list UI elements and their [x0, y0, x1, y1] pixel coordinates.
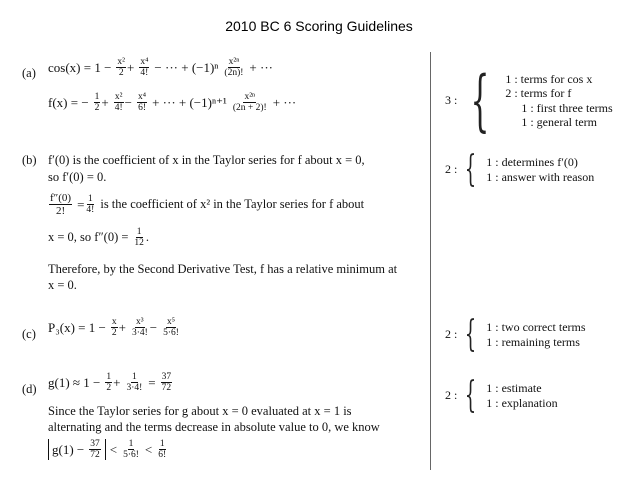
- b-frac-rhs: $\frac{1}{4!}$: [86, 194, 95, 215]
- equals-sign: =: [148, 374, 156, 390]
- minus-sign: −: [149, 319, 158, 335]
- plus-sign: +: [113, 374, 121, 390]
- score-b-item: 1 : answer with reason: [486, 169, 595, 184]
- g1-result: $\frac{37}{72}$: [161, 372, 172, 393]
- d-line-2: Since the Taylor series for g about x = 0 evaluated at x = 1 is: [48, 404, 352, 418]
- part-c-label: (c): [22, 327, 36, 341]
- b-line-2: so f′(0) = 0.: [48, 170, 107, 184]
- b-line-1: f′(0) is the coefficient of x in the Taylor series for f about x = 0,: [48, 153, 365, 167]
- abs-inner: g(1) −: [52, 441, 85, 457]
- b-second-derivative-line: [48, 192, 364, 217]
- cos-mid: − ··· + (−1)ⁿ: [154, 59, 219, 75]
- b-line-4-pre: x = 0, so f″(0) =: [48, 230, 129, 244]
- p3-term-1: $\frac{x}{2}$: [111, 317, 117, 338]
- cos-term-2: $\frac{\text{x²}}{2}$: [117, 57, 126, 78]
- plus-sign: +: [118, 319, 126, 335]
- plus-sign: +: [127, 59, 135, 75]
- f-general-term: $\frac{\text{x²ⁿ}}{(2n + 2)!}$: [232, 92, 267, 113]
- equals-sign: =: [77, 196, 85, 212]
- score-b: [445, 149, 594, 190]
- g1-term-2: $\frac{1}{3\cdot 4!}$: [126, 372, 143, 393]
- b-line-4: [48, 227, 149, 248]
- score-a-item: 1 : terms for cos x: [505, 71, 593, 86]
- brace-icon: {: [465, 149, 477, 190]
- cos-general-term: $\frac{\text{x²ⁿ}}{(2n)!}$: [224, 57, 244, 78]
- g1-term-1: $\frac{1}{2}$: [106, 372, 112, 393]
- f-tail: + ···: [272, 94, 297, 110]
- cos-series: [48, 57, 273, 78]
- less-than: <: [109, 441, 118, 457]
- minus-sign: −: [124, 94, 133, 110]
- score-a-item: 2 : terms for f: [505, 86, 572, 100]
- score-b-points: 2 :: [445, 162, 458, 176]
- score-d: [445, 375, 558, 416]
- f-term-0: $\frac{1}{2}$: [94, 92, 100, 113]
- f-term-4: $\frac{\text{x⁴}}{6!}$: [138, 92, 147, 113]
- p3-term-5: $\frac{\text{x⁵}}{5\cdot 6!}$: [163, 317, 179, 338]
- brace-icon: {: [465, 375, 477, 416]
- b-line-3-tail: is the coefficient of x² in the Taylor series for f about: [100, 197, 365, 211]
- score-b-item: 1 : determines f′(0): [486, 155, 578, 169]
- cos-term-4: $\frac{\text{x⁴}}{4!}$: [140, 57, 149, 78]
- f-lhs: f(x) = −: [48, 94, 89, 110]
- score-a-subitem: 1 : first three terms: [521, 100, 613, 115]
- bound-1: $\frac{1}{5\cdot 6!}$: [123, 439, 139, 460]
- f-series: [48, 92, 296, 113]
- score-a-points: 3 :: [445, 93, 458, 107]
- f-term-2: $\frac{\text{x²}}{4!}$: [114, 92, 123, 113]
- b-line-5: Therefore, by the Second Derivative Test, f has a relative minimum at: [48, 262, 398, 276]
- score-c-item: 1 : two correct terms: [486, 320, 586, 334]
- f-mid: + ··· + (−1)ⁿ⁺¹: [152, 94, 227, 110]
- brace-icon: {: [465, 314, 477, 355]
- p3-lhs: P₃(x) = 1 −: [48, 319, 106, 335]
- cos-lhs: cos(x) = 1 −: [48, 59, 112, 75]
- abs-frac: $\frac{37}{72}$: [90, 439, 100, 460]
- score-a-subitem: 1 : general term: [521, 115, 597, 129]
- b-line-4-frac: $\frac{1}{12}$: [134, 227, 144, 248]
- abs-value: [48, 439, 106, 460]
- score-a: [445, 62, 613, 139]
- b-line-6: x = 0.: [48, 278, 77, 292]
- score-c: [445, 314, 586, 355]
- score-c-points: 2 :: [445, 327, 458, 341]
- score-d-item: 1 : estimate: [486, 381, 542, 395]
- error-bound: [48, 439, 168, 460]
- score-c-item: 1 : remaining terms: [486, 334, 580, 349]
- b-frac-lhs: $\frac{f''(0)}{2!}$: [50, 192, 72, 217]
- g1-estimate: [48, 372, 173, 393]
- score-d-item: 1 : explanation: [486, 395, 558, 410]
- score-d-points: 2 :: [445, 388, 458, 402]
- bound-2: $\frac{1}{6!}$: [158, 439, 167, 460]
- d-line-3: alternating and the terms decrease in absolute value to 0, we know: [48, 420, 380, 434]
- part-d-label: (d): [22, 382, 37, 396]
- taylor-poly-p3: [48, 317, 181, 338]
- part-a-label: (a): [22, 66, 36, 80]
- p3-term-3: $\frac{\text{x³}}{3\cdot 4!}$: [131, 317, 148, 338]
- period: .: [145, 230, 150, 244]
- cos-tail: + ···: [249, 59, 273, 75]
- less-than: <: [144, 441, 153, 457]
- brace-icon: {: [470, 62, 490, 139]
- plus-sign: +: [101, 94, 109, 110]
- column-divider: [430, 52, 431, 470]
- part-b-label: (b): [22, 153, 37, 167]
- page-title: 2010 BC 6 Scoring Guidelines: [225, 18, 413, 34]
- g1-lhs: g(1) ≈ 1 −: [48, 374, 101, 390]
